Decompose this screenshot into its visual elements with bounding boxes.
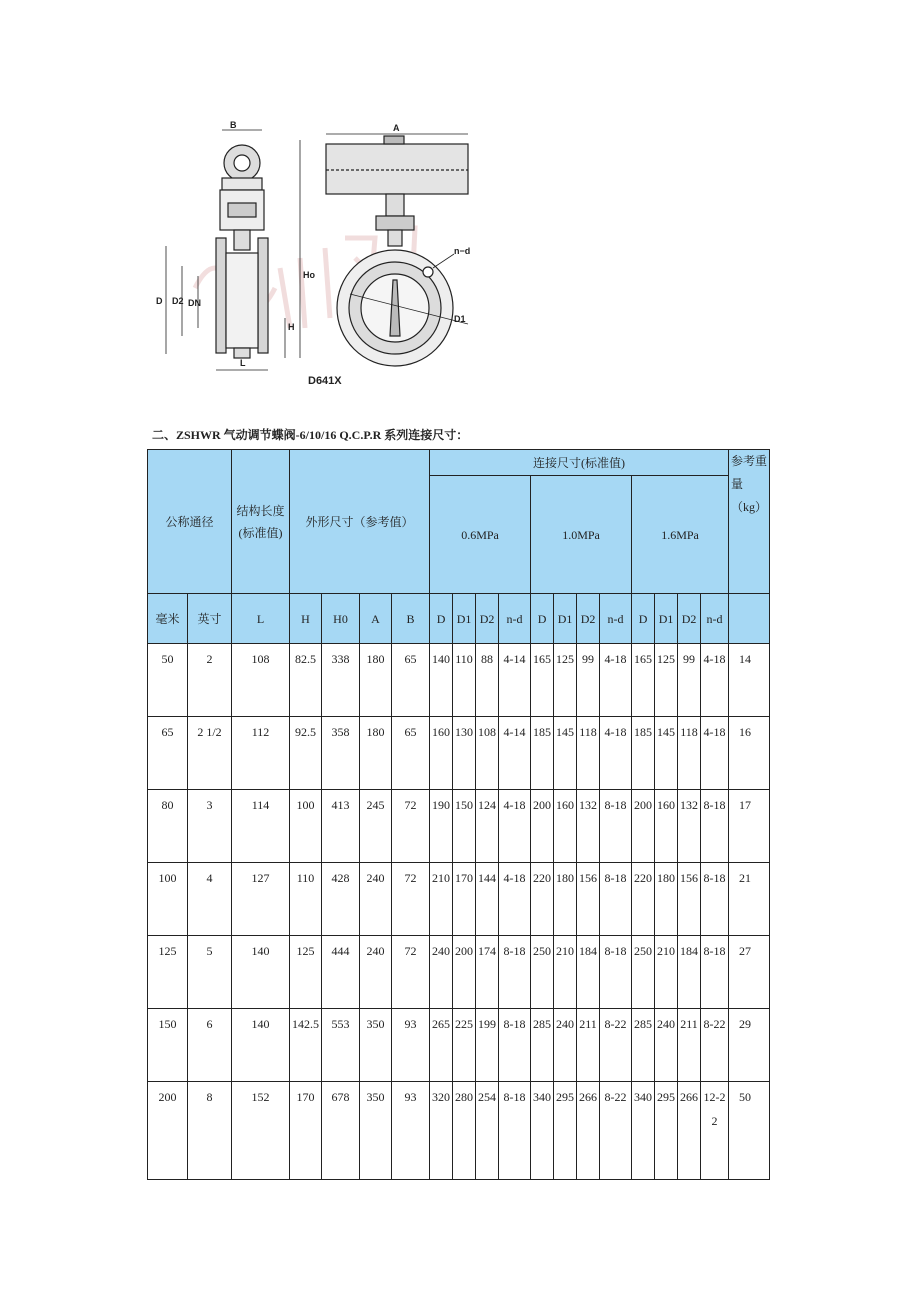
table-row [148, 644, 770, 717]
table-cell: 72 [392, 936, 430, 1009]
table-cell: 250 [632, 936, 655, 1009]
label-d: D [156, 296, 163, 306]
table-cell: 8-18 [499, 1009, 531, 1082]
table-cell: 4-18 [499, 790, 531, 863]
valve-drawing [150, 118, 490, 398]
subheader-cell: D [632, 594, 655, 644]
table-body [148, 644, 770, 1180]
table-cell: 80 [148, 790, 188, 863]
table-cell: 180 [554, 863, 577, 936]
label-h: H [288, 322, 295, 332]
header-nominal-size: 公称通径 [148, 450, 232, 594]
table-cell: 2 [188, 644, 232, 717]
table-cell: 156 [577, 863, 600, 936]
subheader-cell: n-d [701, 594, 729, 644]
table-cell: 65 [392, 644, 430, 717]
table-cell: 144 [476, 863, 499, 936]
table-cell: 50 [148, 644, 188, 717]
header-pressure-1-6: 1.6MPa [632, 476, 729, 594]
table-cell: 14 [729, 644, 770, 717]
table-cell: 72 [392, 790, 430, 863]
table-cell: 265 [430, 1009, 453, 1082]
subheader-cell: D2 [678, 594, 701, 644]
table-cell: 124 [476, 790, 499, 863]
table-cell: 2 1/2 [188, 717, 232, 790]
table-cell: 338 [322, 644, 360, 717]
table-cell: 118 [678, 717, 701, 790]
table-cell: 8-18 [600, 936, 632, 1009]
label-d1: D1 [454, 314, 466, 324]
table-cell: 8-18 [600, 790, 632, 863]
table-cell: 180 [360, 644, 392, 717]
front-view [326, 136, 471, 366]
table-cell: 8-18 [600, 863, 632, 936]
label-nd: n−d [454, 246, 471, 256]
table-cell: 280 [453, 1082, 476, 1180]
section-title: 二、ZSHWR 气动调节蝶阀-6/10/16 Q.C.P.R 系列连接尺寸： [152, 428, 469, 442]
table-cell: 428 [322, 863, 360, 936]
table-cell: 132 [577, 790, 600, 863]
table-cell: 240 [655, 1009, 678, 1082]
table-cell: 127 [232, 863, 290, 936]
subheader-cell: n-d [600, 594, 632, 644]
header-outline-size: 外形尺寸（参考值） [290, 450, 430, 594]
table-cell: 199 [476, 1009, 499, 1082]
table-cell: 108 [476, 717, 499, 790]
table-cell: 150 [148, 1009, 188, 1082]
header-pressure-1-0: 1.0MPa [531, 476, 632, 594]
table-cell: 220 [531, 863, 554, 936]
table-cell: 132 [678, 790, 701, 863]
table-cell: 88 [476, 644, 499, 717]
table-cell: 93 [392, 1082, 430, 1180]
table-cell: 130 [453, 717, 476, 790]
subheader-cell: 英寸 [188, 594, 232, 644]
table-cell: 92.5 [290, 717, 322, 790]
valve-diagram-svg [150, 118, 490, 398]
table-cell: 350 [360, 1082, 392, 1180]
table-cell: 295 [554, 1082, 577, 1180]
table-cell: 140 [430, 644, 453, 717]
table-cell: 200 [148, 1082, 188, 1180]
table-row [148, 863, 770, 936]
table-cell: 211 [678, 1009, 701, 1082]
table-cell: 678 [322, 1082, 360, 1180]
header-pressure-0-6: 0.6MPa [430, 476, 531, 594]
table-cell: 8-18 [499, 936, 531, 1009]
table-cell: 190 [430, 790, 453, 863]
side-view [216, 145, 268, 358]
table-cell: 340 [531, 1082, 554, 1180]
table-cell: 358 [322, 717, 360, 790]
table-cell: 4 [188, 863, 232, 936]
table-cell: 100 [148, 863, 188, 936]
table-cell: 114 [232, 790, 290, 863]
label-a: A [393, 123, 400, 133]
label-b: B [230, 120, 237, 130]
table-cell: 174 [476, 936, 499, 1009]
table-cell: 145 [655, 717, 678, 790]
table-cell: 285 [632, 1009, 655, 1082]
table-cell: 4-18 [701, 644, 729, 717]
model-label: D641X [308, 375, 342, 387]
table-cell: 8-18 [701, 863, 729, 936]
subheader-cell: D2 [577, 594, 600, 644]
table-cell: 210 [554, 936, 577, 1009]
table-cell: 160 [430, 717, 453, 790]
table-cell: 4-18 [701, 717, 729, 790]
table-cell: 553 [322, 1009, 360, 1082]
table-row [148, 790, 770, 863]
table-cell: 125 [148, 936, 188, 1009]
table-cell: 145 [554, 717, 577, 790]
table-cell: 156 [678, 863, 701, 936]
table-cell: 211 [577, 1009, 600, 1082]
table-cell: 220 [632, 863, 655, 936]
table-cell: 99 [678, 644, 701, 717]
table-cell: 200 [453, 936, 476, 1009]
subheader-cell: L [232, 594, 290, 644]
table-cell: 240 [360, 936, 392, 1009]
table-cell: 200 [531, 790, 554, 863]
table-cell: 8-18 [701, 936, 729, 1009]
table-cell: 29 [729, 1009, 770, 1082]
subheader-row [148, 594, 770, 644]
table-cell: 8-22 [701, 1009, 729, 1082]
header-connection-size: 连接尺寸(标准值) [430, 450, 729, 476]
table-cell: 140 [232, 1009, 290, 1082]
table-cell: 12-22 [701, 1082, 729, 1180]
table-cell: 93 [392, 1009, 430, 1082]
table-cell: 4-14 [499, 717, 531, 790]
table-cell: 165 [531, 644, 554, 717]
label-l: L [240, 358, 246, 368]
table-cell: 27 [729, 936, 770, 1009]
table-cell: 170 [453, 863, 476, 936]
table-cell: 266 [577, 1082, 600, 1180]
table-cell: 152 [232, 1082, 290, 1180]
table-cell: 8 [188, 1082, 232, 1180]
table-cell: 320 [430, 1082, 453, 1180]
subheader-cell: n-d [499, 594, 531, 644]
subheader-cell: 毫米 [148, 594, 188, 644]
table-cell: 210 [655, 936, 678, 1009]
table-cell: 3 [188, 790, 232, 863]
subheader-cell [729, 594, 770, 644]
connection-size-table [147, 449, 768, 1185]
table-cell: 180 [655, 863, 678, 936]
header-weight: 参考重量（kg） [729, 450, 770, 594]
subheader-cell: A [360, 594, 392, 644]
table-cell: 225 [453, 1009, 476, 1082]
table-cell: 125 [655, 644, 678, 717]
table-cell: 16 [729, 717, 770, 790]
table-cell: 4-18 [600, 644, 632, 717]
subheader-cell: D [531, 594, 554, 644]
table-cell: 82.5 [290, 644, 322, 717]
table-cell: 250 [531, 936, 554, 1009]
table-cell: 110 [290, 863, 322, 936]
subheader-cell: H0 [322, 594, 360, 644]
table-cell: 184 [577, 936, 600, 1009]
table-cell: 295 [655, 1082, 678, 1180]
table-cell: 254 [476, 1082, 499, 1180]
table-cell: 4-18 [600, 717, 632, 790]
subheader-cell: D1 [554, 594, 577, 644]
table-cell: 160 [655, 790, 678, 863]
table-cell: 245 [360, 790, 392, 863]
table-cell: 340 [632, 1082, 655, 1180]
table-cell: 65 [148, 717, 188, 790]
subheader-cell: H [290, 594, 322, 644]
header-structure-length: 结构长度(标准值) [232, 450, 290, 594]
table-row [148, 1009, 770, 1082]
subheader-cell: D1 [453, 594, 476, 644]
table-cell: 170 [290, 1082, 322, 1180]
table-cell: 200 [632, 790, 655, 863]
table-cell: 118 [577, 717, 600, 790]
table-cell: 5 [188, 936, 232, 1009]
table-cell: 8-18 [499, 1082, 531, 1180]
table-cell: 100 [290, 790, 322, 863]
table-cell: 413 [322, 790, 360, 863]
table-cell: 108 [232, 644, 290, 717]
table-cell: 8-22 [600, 1009, 632, 1082]
table-cell: 8-18 [701, 790, 729, 863]
table-cell: 285 [531, 1009, 554, 1082]
subheader-cell: D2 [476, 594, 499, 644]
table-cell: 184 [678, 936, 701, 1009]
label-h0: Ho [303, 270, 315, 280]
table-cell: 4-18 [499, 863, 531, 936]
table-cell: 112 [232, 717, 290, 790]
table-cell: 160 [554, 790, 577, 863]
table-cell: 240 [360, 863, 392, 936]
table-cell: 180 [360, 717, 392, 790]
table-cell: 210 [430, 863, 453, 936]
table-cell: 21 [729, 863, 770, 936]
table-cell: 185 [632, 717, 655, 790]
table-cell: 110 [453, 644, 476, 717]
table-cell: 444 [322, 936, 360, 1009]
table-cell: 140 [232, 936, 290, 1009]
table-row [148, 717, 770, 790]
table-cell: 142.5 [290, 1009, 322, 1082]
table-cell: 50 [729, 1082, 770, 1180]
label-d2: D2 [172, 296, 184, 306]
table-cell: 165 [632, 644, 655, 717]
table-cell: 125 [554, 644, 577, 717]
table-row [148, 936, 770, 1009]
subheader-cell: B [392, 594, 430, 644]
subheader-cell: D [430, 594, 453, 644]
table-cell: 6 [188, 1009, 232, 1082]
table-cell: 185 [531, 717, 554, 790]
table-cell: 99 [577, 644, 600, 717]
table-cell: 72 [392, 863, 430, 936]
table-cell: 8-22 [600, 1082, 632, 1180]
table-cell: 65 [392, 717, 430, 790]
label-dn: DN [188, 298, 201, 308]
subheader-cell: D1 [655, 594, 678, 644]
table-cell: 125 [290, 936, 322, 1009]
table-row [148, 1082, 770, 1180]
table-cell: 240 [430, 936, 453, 1009]
table-cell: 150 [453, 790, 476, 863]
table-cell: 240 [554, 1009, 577, 1082]
table-cell: 266 [678, 1082, 701, 1180]
table-cell: 350 [360, 1009, 392, 1082]
table-cell: 4-14 [499, 644, 531, 717]
table-cell: 17 [729, 790, 770, 863]
